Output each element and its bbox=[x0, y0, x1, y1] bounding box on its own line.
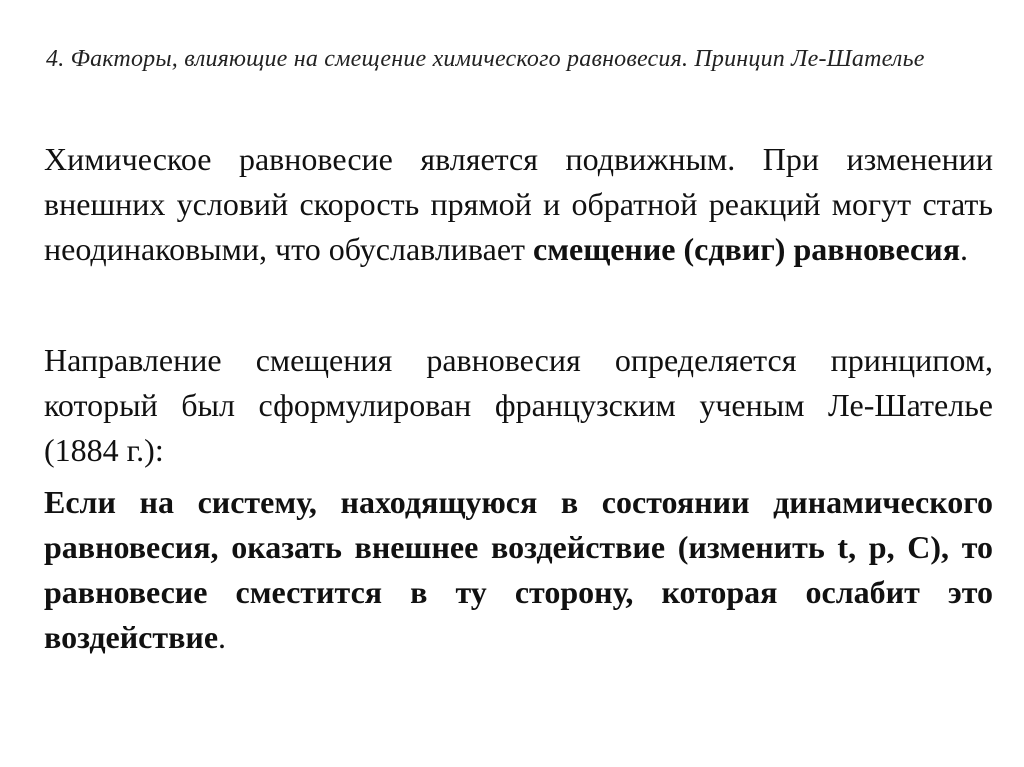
paragraph-equilibrium-shift-end: . bbox=[960, 231, 968, 267]
slide-title: 4. Факторы, влияющие на смещение химического равновесия. Принцип Ле-Шателье bbox=[46, 46, 925, 72]
paragraph-equilibrium-shift bbox=[44, 137, 993, 272]
equilibrium-shift-term: смещение (сдвиг) равновесия bbox=[533, 231, 960, 267]
le-chatelier-principle-text: Если на систему, находящуюся в состоянии динамического равновесия, оказать внешнее воздействие (изменить t, p, С), то равновесие сместится в ту сторону, которая ослабит это воздействие bbox=[44, 484, 993, 655]
le-chatelier-principle-end: . bbox=[218, 619, 227, 655]
paragraph-le-chatelier-principle bbox=[44, 480, 993, 660]
paragraph-equilibrium-shift-text: Химическое равновесие является подвижным. При изменении внешних условий скорость прямой и обратной реакций могут стать неодинаковыми, что обуславливает bbox=[44, 141, 993, 267]
paragraph-le-chatelier-intro: Направление смещения равновесия определяется принципом, который был сформулирован французским ученым Ле-Шателье (1884 г.): bbox=[44, 342, 993, 468]
